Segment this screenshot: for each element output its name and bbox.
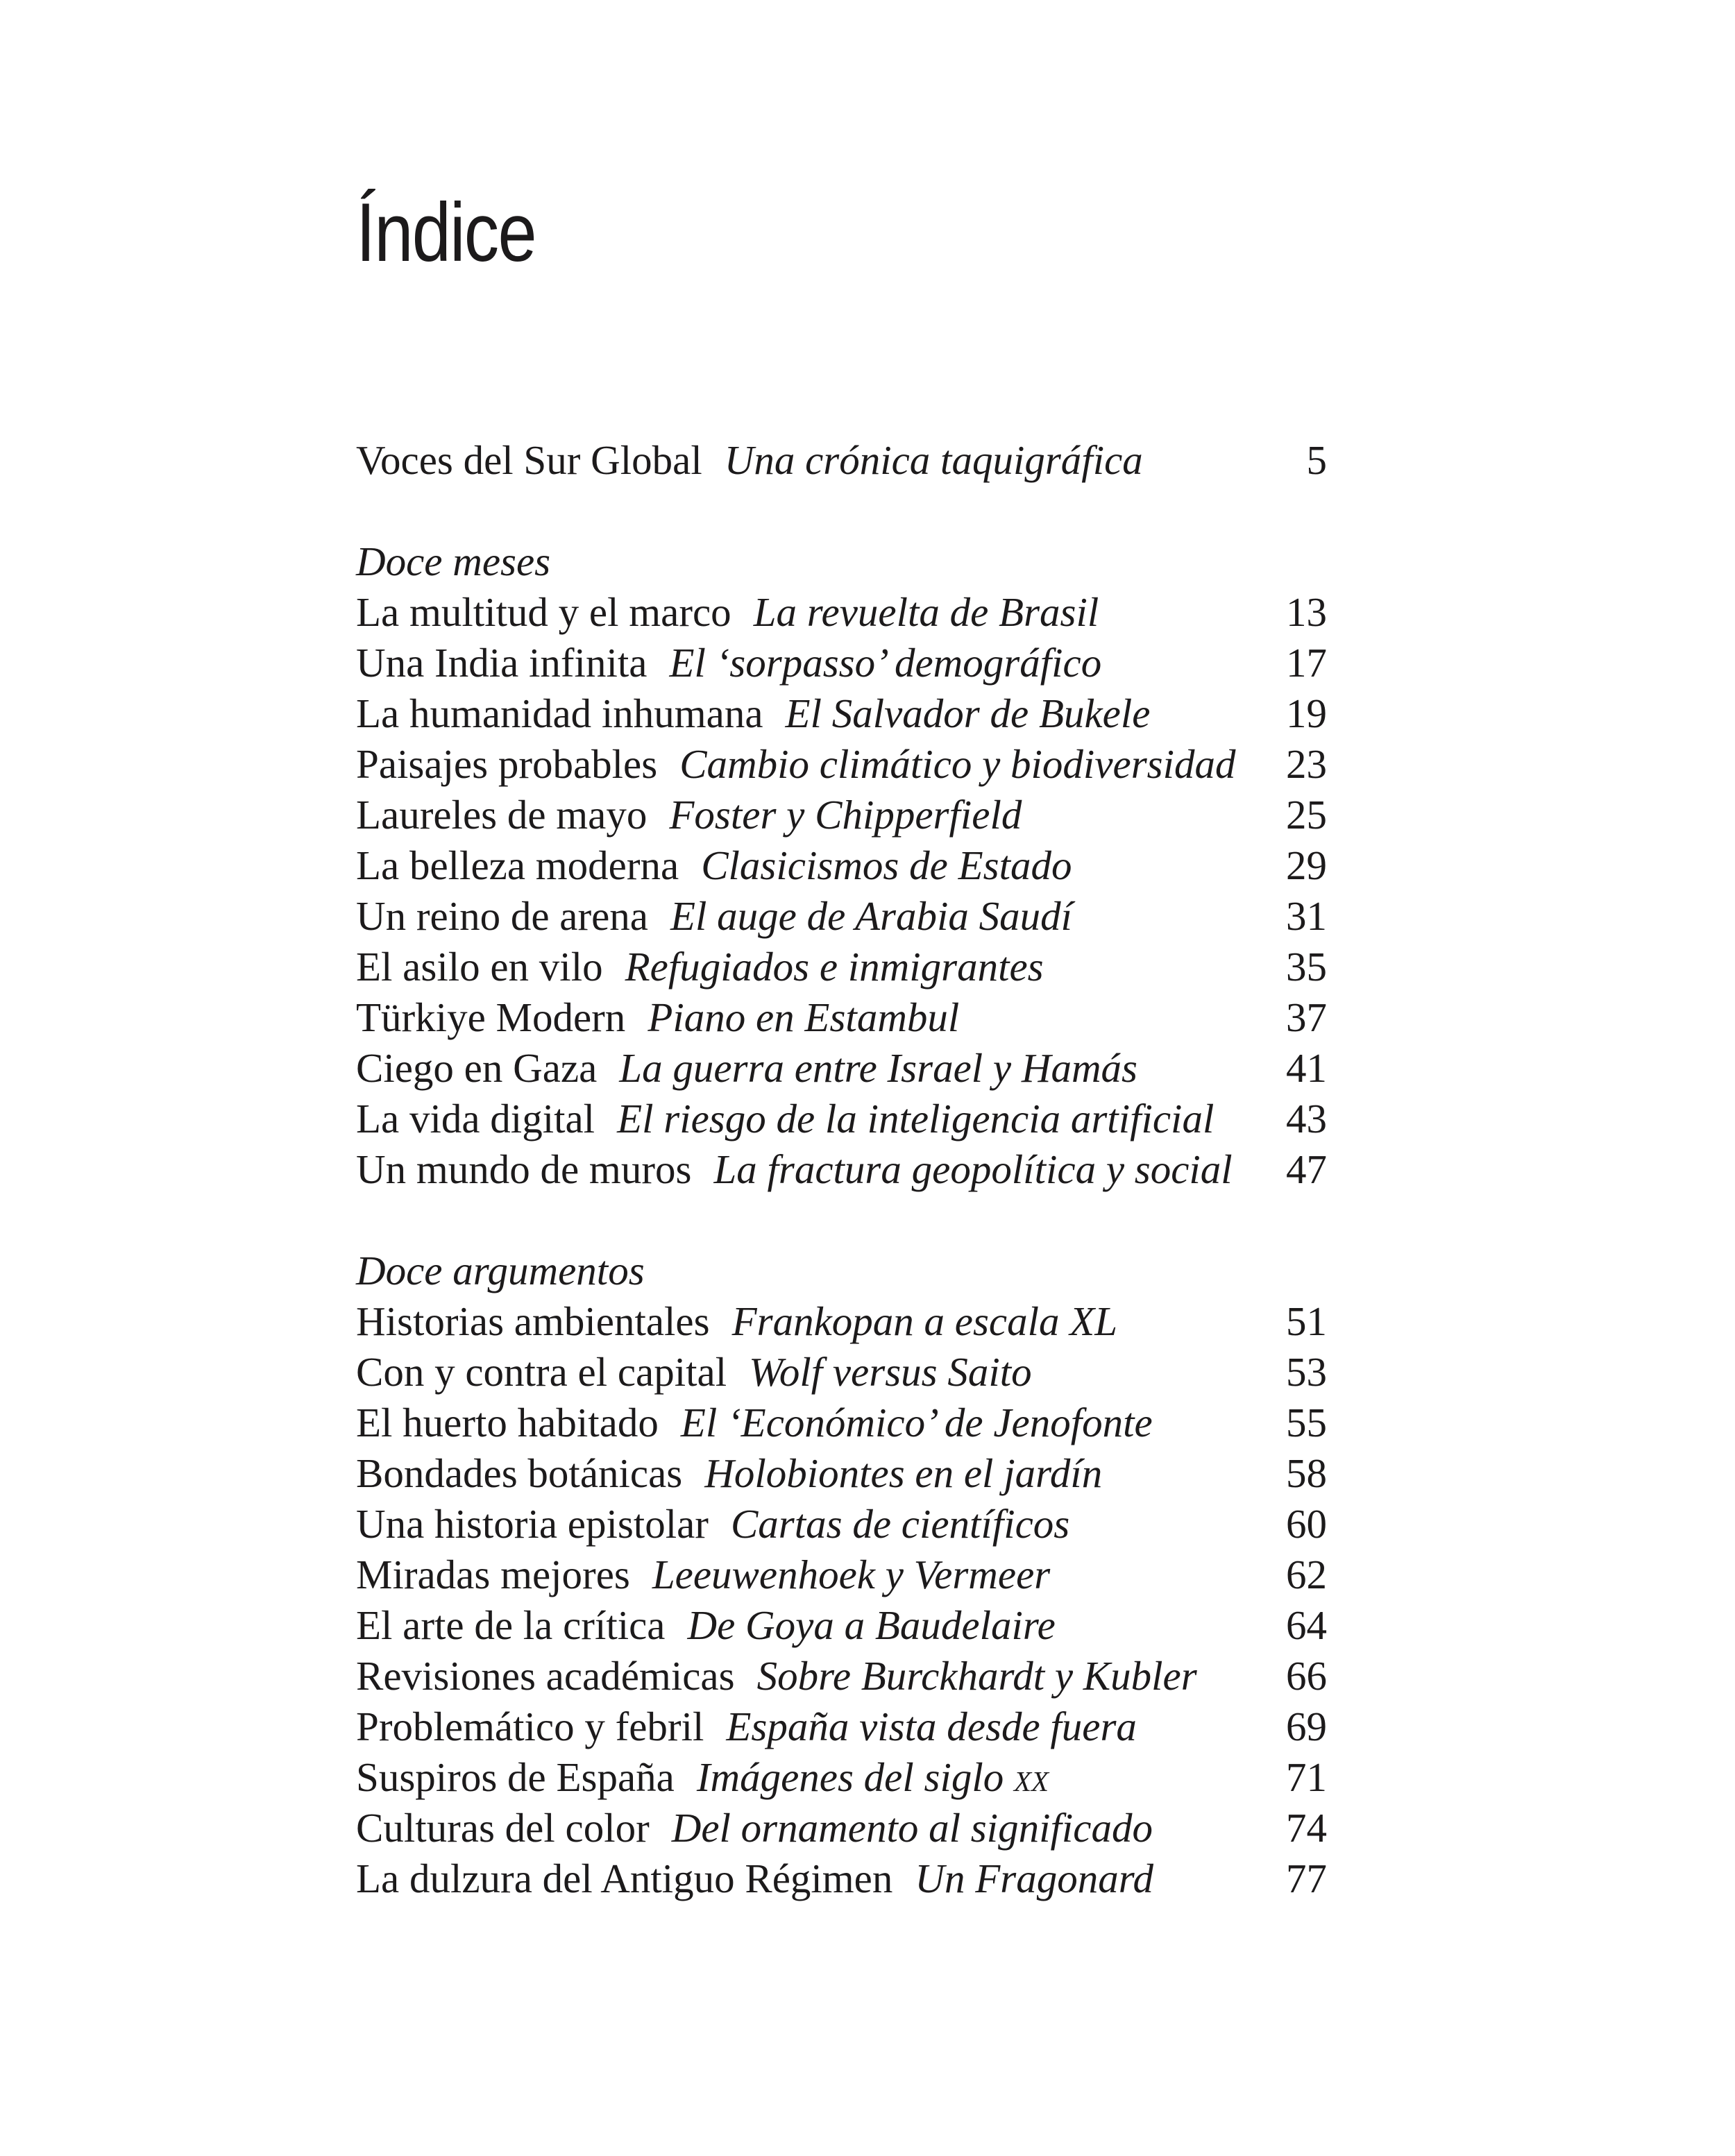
- entry-text: [356, 1499, 1069, 1550]
- toc-entry: [356, 1803, 1327, 1853]
- entry-subtitle: Frankopan a escala XL: [731, 1298, 1118, 1344]
- entry-subtitle: Wolf versus Saito: [749, 1349, 1032, 1395]
- entry-subtitle: Una crónica taquigráfica: [724, 437, 1143, 483]
- entry-subtitle: Cambio climático y biodiversidad: [679, 741, 1236, 787]
- toc-entry: [356, 1144, 1327, 1195]
- entry-subtitle: Del ornamento al significado: [671, 1805, 1153, 1851]
- entry-subtitle: La revuelta de Brasil: [753, 589, 1099, 635]
- entry-text: [356, 638, 1101, 688]
- entry-page-number: 41: [1286, 1045, 1327, 1091]
- entry-text: [356, 1043, 1137, 1094]
- entry-page-number: 5: [1306, 437, 1327, 483]
- entry-page-number: 53: [1286, 1349, 1327, 1395]
- toc-entry: [356, 739, 1327, 790]
- entry-page-number: 43: [1286, 1096, 1327, 1141]
- entry-subtitle: El Salvador de Bukele: [785, 690, 1151, 736]
- toc-entry: [356, 1043, 1327, 1094]
- entry-subtitle: Sobre Burckhardt y Kubler: [756, 1653, 1197, 1699]
- entry-subtitle: Holobiontes en el jardín: [704, 1450, 1103, 1496]
- entry-text: [356, 942, 1044, 992]
- entry-page-number: 47: [1286, 1146, 1327, 1192]
- entry-title: Problemático y febril: [356, 1704, 704, 1749]
- entry-text: [356, 790, 1022, 840]
- entry-text: [356, 1398, 1153, 1448]
- entry-subtitle: El auge de Arabia Saudí: [670, 893, 1073, 939]
- entry-subtitle: Un Fragonard: [915, 1856, 1154, 1901]
- entry-title: Historias ambientales: [356, 1298, 710, 1344]
- entry-subtitle: La guerra entre Israel y Hamás: [619, 1045, 1138, 1091]
- entry-subtitle: Imágenes del siglo: [696, 1754, 1015, 1800]
- entry-page-number: 66: [1286, 1653, 1327, 1699]
- entry-text: [356, 992, 959, 1043]
- section-heading: Doce argumentos: [356, 1248, 645, 1293]
- entry-page-number: 19: [1286, 690, 1327, 736]
- entry-text: [356, 587, 1099, 638]
- toc-entry: [356, 1701, 1327, 1752]
- entry-text: [356, 1651, 1197, 1701]
- toc-entry: [356, 790, 1327, 840]
- entry-page-number: 60: [1286, 1501, 1327, 1547]
- section-heading: Doce meses: [356, 538, 551, 584]
- entry-subtitle: Leeuwenhoek y Vermeer: [652, 1552, 1051, 1597]
- entry-title: El asilo en vilo: [356, 944, 603, 990]
- entry-page-number: 55: [1286, 1400, 1327, 1445]
- entry-subtitle: La fractura geopolítica y social: [713, 1146, 1233, 1192]
- table-of-contents: [356, 435, 1327, 1904]
- entry-text: [356, 1550, 1050, 1600]
- section-heading-row: [356, 536, 1327, 587]
- entry-page-number: 17: [1286, 640, 1327, 686]
- entry-page-number: 13: [1286, 589, 1327, 635]
- entry-title: Un mundo de muros: [356, 1146, 692, 1192]
- toc-entry: [356, 992, 1327, 1043]
- entry-title: Un reino de arena: [356, 893, 648, 939]
- entry-subtitle: El ‘Económico’ de Jenofonte: [680, 1400, 1153, 1445]
- entry-text: [356, 891, 1072, 942]
- entry-subtitle: De Goya a Baudelaire: [687, 1602, 1056, 1648]
- toc-entry: [356, 1398, 1327, 1448]
- entry-page-number: 31: [1286, 893, 1327, 939]
- entry-title: La belleza moderna: [356, 842, 679, 888]
- toc-entry: [356, 1600, 1327, 1651]
- entry-title: Una India infinita: [356, 640, 648, 686]
- entry-page-number: 25: [1286, 792, 1327, 838]
- toc-entry: [356, 688, 1327, 739]
- entry-title: La humanidad inhumana: [356, 690, 763, 736]
- page-title: Índice: [356, 186, 536, 279]
- entry-subtitle: Refugiados e inmigrantes: [625, 944, 1044, 990]
- spacer: [356, 1195, 1327, 1246]
- entry-page-number: 51: [1286, 1298, 1327, 1344]
- toc-entry: [356, 891, 1327, 942]
- entry-subtitle-smallcaps: xx: [1014, 1754, 1049, 1800]
- entry-page-number: 71: [1286, 1754, 1327, 1800]
- entry-text: [356, 1752, 1049, 1803]
- toc-entry: [356, 1752, 1327, 1803]
- toc-entry-intro: [356, 435, 1327, 486]
- entry-text: [356, 739, 1236, 790]
- entry-subtitle: El ‘sorpasso’ demográfico: [669, 640, 1102, 686]
- entry-title: El arte de la crítica: [356, 1602, 666, 1648]
- toc-entry: [356, 1550, 1327, 1600]
- toc-entry: [356, 1853, 1327, 1904]
- entry-page-number: 35: [1286, 944, 1327, 990]
- entry-title: Revisiones académicas: [356, 1653, 735, 1699]
- entry-page-number: 62: [1286, 1552, 1327, 1597]
- entry-subtitle: Clasicismos de Estado: [701, 842, 1072, 888]
- entry-page-number: 58: [1286, 1450, 1327, 1496]
- entry-text: [356, 1296, 1117, 1347]
- entry-title: Una historia epistolar: [356, 1501, 709, 1547]
- entry-subtitle: El riesgo de la inteligencia artificial: [617, 1096, 1214, 1141]
- entry-text: [356, 1853, 1153, 1904]
- section-heading-row: [356, 1246, 1327, 1296]
- entry-title: La vida digital: [356, 1096, 595, 1141]
- entry-title: Miradas mejores: [356, 1552, 630, 1597]
- entry-text: [356, 1803, 1153, 1853]
- entry-page-number: 69: [1286, 1704, 1327, 1749]
- entry-title: El huerto habitado: [356, 1400, 659, 1445]
- entry-text: [356, 1094, 1214, 1144]
- entry-title: Bondades botánicas: [356, 1450, 683, 1496]
- entry-title: Suspiros de España: [356, 1754, 675, 1800]
- entry-title: Paisajes probables: [356, 741, 658, 787]
- toc-entry: [356, 1296, 1327, 1347]
- entry-text: [356, 1448, 1102, 1499]
- entry-subtitle: España vista desde fuera: [726, 1704, 1137, 1749]
- entry-subtitle: Cartas de científicos: [730, 1501, 1070, 1547]
- toc-entry: [356, 638, 1327, 688]
- entry-text: [356, 840, 1072, 891]
- entry-text: [356, 1600, 1056, 1651]
- entry-page-number: 64: [1286, 1602, 1327, 1648]
- entry-page-number: 29: [1286, 842, 1327, 888]
- entry-title: Türkiye Modern: [356, 994, 626, 1040]
- entry-text: [356, 1144, 1233, 1195]
- toc-entry: [356, 942, 1327, 992]
- spacer: [356, 486, 1327, 536]
- toc-entry: [356, 840, 1327, 891]
- entry-title: Voces del Sur Global: [356, 437, 702, 483]
- toc-entry: [356, 1094, 1327, 1144]
- entry-title: Ciego en Gaza: [356, 1045, 598, 1091]
- toc-entry: [356, 1499, 1327, 1550]
- entry-page-number: 74: [1286, 1805, 1327, 1851]
- entry-text: [356, 1701, 1137, 1752]
- entry-text: [356, 435, 1143, 486]
- entry-title: La multitud y el marco: [356, 589, 731, 635]
- entry-title: La dulzura del Antiguo Régimen: [356, 1856, 893, 1901]
- toc-entry: [356, 587, 1327, 638]
- entry-text: [356, 1347, 1032, 1398]
- entry-page-number: 37: [1286, 994, 1327, 1040]
- entry-text: [356, 688, 1150, 739]
- toc-entry: [356, 1347, 1327, 1398]
- toc-entry: [356, 1448, 1327, 1499]
- entry-title: Culturas del color: [356, 1805, 650, 1851]
- entry-title: Laureles de mayo: [356, 792, 648, 838]
- entry-page-number: 77: [1286, 1856, 1327, 1901]
- entry-subtitle: Foster y Chipperfield: [669, 792, 1022, 838]
- entry-subtitle: Piano en Estambul: [648, 994, 960, 1040]
- entry-page-number: 23: [1286, 741, 1327, 787]
- entry-title: Con y contra el capital: [356, 1349, 727, 1395]
- toc-entry: [356, 1651, 1327, 1701]
